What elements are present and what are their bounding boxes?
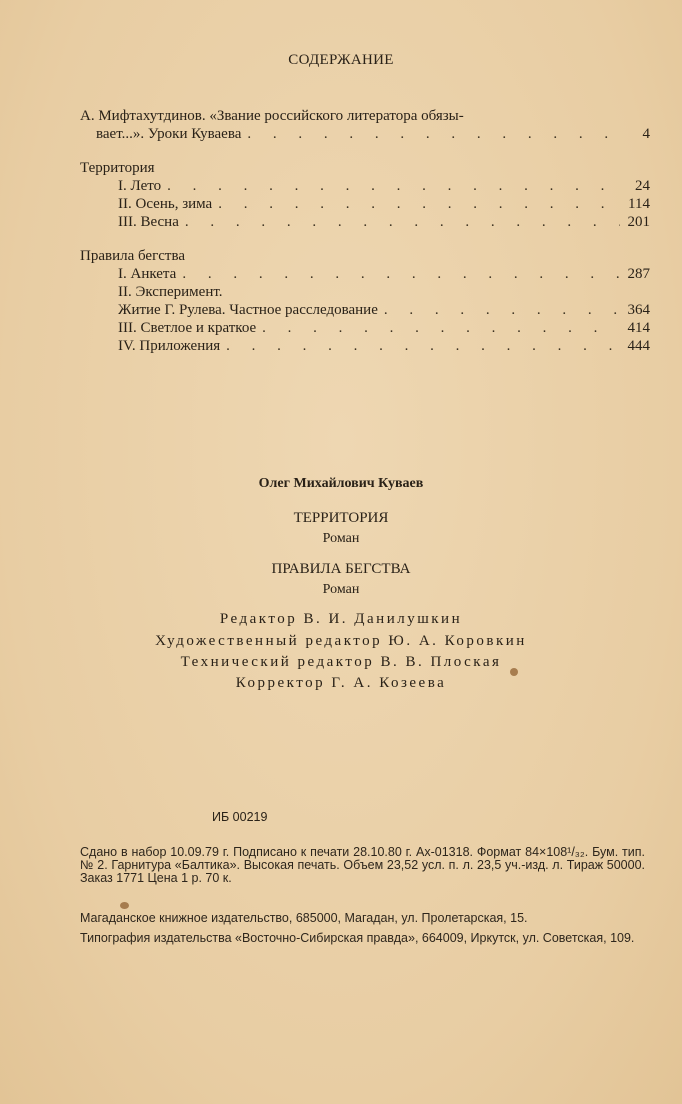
credit-proofreader: Корректор Г. А. Козеева <box>235 675 447 691</box>
toc-entry: I. Анкета . . . 287 <box>80 265 650 283</box>
toc-entry: вает...». Уроки Куваева . . . 4 <box>80 125 650 143</box>
ib-number: ИБ 00219 <box>212 810 268 824</box>
work2-genre: Роман <box>322 582 360 597</box>
work1-genre: Роман <box>322 531 360 546</box>
toc-intro-line1: А. Мифтахутдинов. «Звание российского литератора обязы- <box>80 108 464 124</box>
toc-section-title: Правила бегства <box>80 248 185 264</box>
toc-entry: III. Весна . . . 201 <box>80 213 650 231</box>
print-info: Сдано в набор 10.09.79 г. Подписано к печати 28.10.80 г. Ах-01318. Формат 84×108¹/₃₂. Бум. тип. № 2. Гарнитура «Балтика». Высокая печать. Объем 23,52 усл. п. л. 23,5 уч.-изд. л. Тираж 50000. Заказ 1771 Цена 1 р. 70 к. <box>80 845 645 885</box>
credit-editor: Редактор В. И. Данилушкин <box>219 611 463 627</box>
work2-title: ПРАВИЛА БЕГСТВА <box>271 561 411 577</box>
contents-title: СОДЕРЖАНИЕ <box>288 52 394 68</box>
toc-entry: III. Светлое и краткое . . . 414 <box>80 319 650 337</box>
ink-stain <box>510 668 518 676</box>
credit-art-editor: Художественный редактор Ю. А. Коровкин <box>155 633 527 649</box>
ink-stain <box>120 902 129 909</box>
credit-tech-editor: Технический редактор В. В. Плоская <box>180 654 502 670</box>
toc-entry: I. Лето . . . 24 <box>80 177 650 195</box>
table-of-contents <box>80 107 650 355</box>
toc-entry: II. Эксперимент. <box>118 284 223 300</box>
author-name: Олег Михайлович Куваев <box>258 476 424 491</box>
toc-entry: II. Осень, зима . . . 114 <box>80 195 650 213</box>
work1-title: ТЕРРИТОРИЯ <box>293 510 389 526</box>
printer-info: Типография издательства «Восточно-Сибирская правда», 664009, Иркутск, ул. Советская, 109. <box>80 931 635 945</box>
publisher-info: Магаданское книжное издательство, 685000, Магадан, ул. Пролетарская, 15. <box>80 911 528 925</box>
toc-entry: IV. Приложения . . . 444 <box>80 337 650 355</box>
toc-entry: Житие Г. Рулева. Частное расследование . . . 364 <box>80 301 650 319</box>
toc-section-title: Территория <box>80 160 155 176</box>
